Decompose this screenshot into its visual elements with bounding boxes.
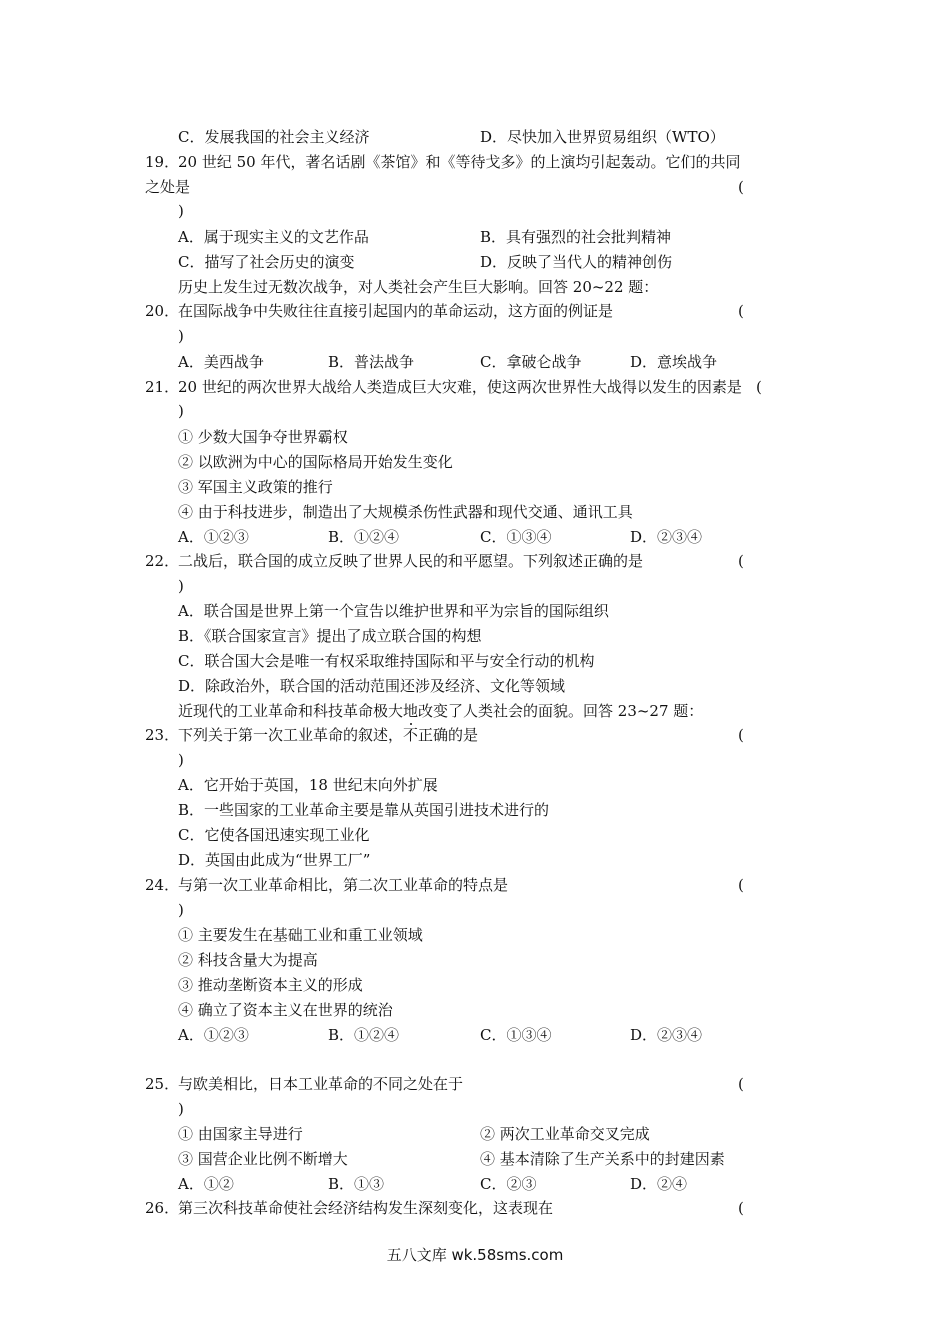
q25-option-c: C．②③ bbox=[480, 1175, 537, 1193]
q23-option-c: C．它使各国迅速实现工业化 bbox=[178, 826, 370, 844]
q25-statement-4: ④ 基本清除了生产关系中的封建因素 bbox=[480, 1150, 725, 1168]
q24-paren-open: ( bbox=[738, 876, 744, 894]
q25-number: 25． bbox=[145, 1075, 180, 1093]
q20-paren-open: ( bbox=[738, 302, 744, 320]
q23-option-b: B．一些国家的工业革命主要是靠从英国引进技术进行的 bbox=[178, 801, 550, 819]
q21-statement-2: ② 以欧洲为中心的国际格局开始发生变化 bbox=[178, 453, 453, 471]
q20-option-c: C．拿破仑战争 bbox=[480, 353, 582, 371]
q20-number: 20． bbox=[145, 302, 180, 320]
q19-number: 19． bbox=[145, 153, 180, 171]
q23-stem bbox=[178, 725, 478, 745]
q25-statement-3: ③ 国营企业比例不断增大 bbox=[178, 1150, 348, 1168]
q19-stem-line2: 之处是 bbox=[145, 178, 191, 196]
q20-option-d: D．意埃战争 bbox=[630, 353, 718, 371]
q23-stem-pre: 下列关于第一次工业革命的叙述， bbox=[178, 726, 404, 744]
q18-option-c: C．发展我国的社会主义经济 bbox=[178, 128, 370, 146]
q25-statement-1: ① 由国家主导进行 bbox=[178, 1125, 303, 1143]
q22-option-b: B．《联合国家宣言》提出了成立联合国的构想 bbox=[178, 627, 482, 645]
q22-paren-close: ) bbox=[178, 577, 184, 595]
q25-option-d: D．②④ bbox=[630, 1175, 688, 1193]
q18-option-d: D．尽快加入世界贸易组织（WTO） bbox=[480, 128, 725, 146]
q19-paren-open: ( bbox=[738, 178, 744, 196]
q21-stem: 20 世纪的两次世界大战给人类造成巨大灾难，使这两次世界性大战得以发生的因素是 bbox=[178, 378, 742, 396]
q19-option-c: C．描写了社会历史的演变 bbox=[178, 253, 355, 271]
q25-statement-2: ② 两次工业革命交叉完成 bbox=[480, 1125, 650, 1143]
q22-number: 22． bbox=[145, 552, 180, 570]
q24-option-a: A．①②③ bbox=[178, 1026, 249, 1044]
q24-option-b: B．①②④ bbox=[328, 1026, 400, 1044]
q24-number: 24． bbox=[145, 876, 180, 894]
q21-option-b: B．①②④ bbox=[328, 528, 400, 546]
q21-statement-3: ③ 军国主义政策的推行 bbox=[178, 478, 333, 496]
q25-option-a: A．①② bbox=[178, 1175, 234, 1193]
q21-option-d: D．②③④ bbox=[630, 528, 703, 546]
q23-option-d: D．英国由此成为“世界工厂” bbox=[178, 851, 371, 869]
q23-paren-open: ( bbox=[738, 726, 744, 744]
q19-option-d: D．反映了当代人的精神创伤 bbox=[480, 253, 673, 271]
q21-statement-1: ① 少数大国争夺世界霸权 bbox=[178, 428, 348, 446]
q23-emphasis-not: 不 bbox=[403, 726, 419, 744]
q21-number: 21． bbox=[145, 378, 180, 396]
q22-option-a: A．联合国是世界上第一个宣告以维护世界和平为宗旨的国际组织 bbox=[178, 602, 609, 620]
q24-statement-3: ③ 推动垄断资本主义的形成 bbox=[178, 976, 363, 994]
q19-stem-line1: 20 世纪 50 年代，著名话剧《茶馆》和《等待戈多》的上演均引起轰动。它们的共同 bbox=[178, 153, 741, 171]
q23-paren-close: ) bbox=[178, 751, 184, 769]
q21-option-a: A．①②③ bbox=[178, 528, 249, 546]
q21-option-c: C．①③④ bbox=[480, 528, 552, 546]
q21-statement-4: ④ 由于科技进步，制造出了大规模杀伤性武器和现代交通、通讯工具 bbox=[178, 503, 633, 521]
q26-paren-open: ( bbox=[738, 1199, 744, 1217]
q20-stem: 在国际战争中失败往往直接引起国内的革命运动，这方面的例证是 bbox=[178, 302, 614, 320]
q24-paren-close: ) bbox=[178, 901, 184, 919]
q24-statement-4: ④ 确立了资本主义在世界的统治 bbox=[178, 1001, 393, 1019]
q20-option-a: A．美西战争 bbox=[178, 353, 264, 371]
q19-option-b: B．具有强烈的社会批判精神 bbox=[480, 228, 672, 246]
q24-option-d: D．②③④ bbox=[630, 1026, 703, 1044]
q22-option-c: C．联合国大会是唯一有权采取维持国际和平与安全行动的机构 bbox=[178, 652, 595, 670]
q26-number: 26． bbox=[145, 1199, 180, 1217]
q21-paren-close: ) bbox=[178, 402, 184, 420]
q23-number: 23． bbox=[145, 726, 180, 744]
intro-23-27: 近现代的工业革命和科技革命极大地改变了人类社会的面貌。回答 23~27 题： bbox=[178, 702, 704, 720]
q25-paren-close: ) bbox=[178, 1100, 184, 1118]
q19-paren-close: ) bbox=[178, 202, 184, 220]
q21-paren-open: ( bbox=[756, 378, 762, 396]
intro-20-22: 历史上发生过无数次战争，对人类社会产生巨大影响。回答 20~22 题： bbox=[178, 278, 659, 296]
q19-option-a: A．属于现实主义的文艺作品 bbox=[178, 228, 369, 246]
q22-paren-open: ( bbox=[738, 552, 744, 570]
footer-watermark: 五八文库 wk.58sms.com bbox=[386, 1246, 564, 1264]
q22-stem: 二战后，联合国的成立反映了世界人民的和平愿望。下列叙述正确的是 bbox=[178, 552, 644, 570]
q20-option-b: B．普法战争 bbox=[328, 353, 415, 371]
q24-stem: 与第一次工业革命相比，第二次工业革命的特点是 bbox=[178, 876, 509, 894]
q23-stem-post: 正确的是 bbox=[418, 726, 479, 744]
q25-option-b: B．①③ bbox=[328, 1175, 385, 1193]
q22-option-d: D．除政治外，联合国的活动范围还涉及经济、文化等领域 bbox=[178, 677, 566, 695]
q25-stem: 与欧美相比，日本工业革命的不同之处在于 bbox=[178, 1075, 464, 1093]
q24-option-c: C．①③④ bbox=[480, 1026, 552, 1044]
q23-option-a: A．它开始于英国，18 世纪末向外扩展 bbox=[178, 776, 438, 794]
q26-stem: 第三次科技革命使社会经济结构发生深刻变化，这表现在 bbox=[178, 1199, 554, 1217]
q24-statement-1: ① 主要发生在基础工业和重工业领域 bbox=[178, 926, 423, 944]
q24-statement-2: ② 科技含量大为提高 bbox=[178, 951, 318, 969]
q20-paren-close: ) bbox=[178, 327, 184, 345]
q25-paren-open: ( bbox=[738, 1075, 744, 1093]
